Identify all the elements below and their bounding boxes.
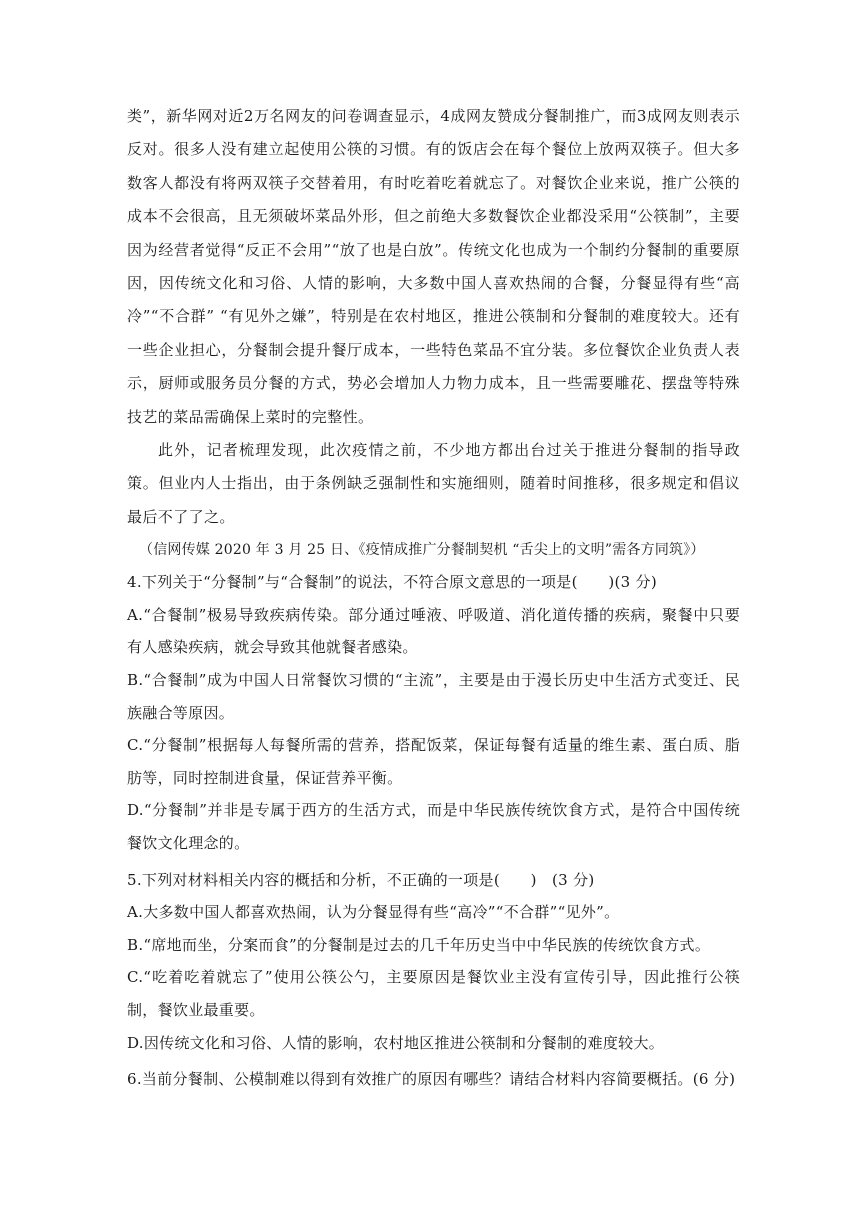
passage-source: （信网传媒 2020 年 3 月 25 日、《疫情成推广分餐制契机 “舌尖上的文明”需各方同筑》） [139,542,705,559]
question-5-option-b: B.“席地而坐，分案而食”的分餐制是过去的几千年历史当中中华民族的传统饮食方式。 [127,935,711,954]
question-5-option-a: A.大多数中国人都喜欢热闹，认为分餐显得有些“高冷”“不合群”“见外”。 [127,903,620,922]
question-5 [127,864,740,1060]
question-5-option-d: D.因传统文化和习俗、人情的影响，农村地区推进公筷制和分餐制的难度较大。 [127,1033,665,1052]
question-5-option-c: C.“吃着吃着就忘了”使用公筷公勺，主要原因是餐饮业主没有宣传引导，因此推行公筷制，餐饮业最重要。 [127,968,740,1019]
question-6 [127,1063,740,1096]
question-4-option-a: A.“合餐制”极易导致疾病传染。部分通过唾液、呼吸道、消化道传播的疾病，聚餐中只要有人感染疾病，就会导致其他就餐者感染。 [127,605,740,657]
passage-paragraph-1: 类”，新华网对近2万名网友的问卷调查显示，4成网友赞成分餐制推广，而3成网友则表示反对。很多人没有建立起使用公筷的习惯。有的饭店会在每个餐位上放两双筷子。但大多数客人都没有将两双筷子交替着用，有时吃着吃着就忘了。对餐饮企业来说，推广公筷的成本不会很高，且无须破坏菜品外形，但之前绝大多数餐饮企业都没采用“公筷制”，主要因为经营者觉得“反正不会用”“放了也是白放”。传统文化也成为一个制约分餐制的重要原因，因传统文化和习俗、人情的影响，大多数中国人喜欢热闹的合餐，分餐显得有些“高冷”“不合群” “有见外之嫌”，特别是在农村地区，推进公筷制和分餐制的难度较大。还有一些企业担心，分餐制会提升餐厅成本，一些特色菜品不宜分装。多位餐饮企业负责人表示，厨师或服务员分餐的方式，势必会增加人力物力成本，且一些需要雕花、摆盘等特殊技艺的菜品需确保上菜时的完整性。 [127,107,740,426]
question-4-option-d: D.“分餐制”并非是专属于西方的生活方式，而是中华民族传统饮食方式，是符合中国传统餐饮文化理念的。 [127,801,740,853]
question-5-stem: 5.下列对材料相关内容的概括和分析，不正确的一项是( ) (3 分) [127,870,595,889]
question-4-stem: 4.下列关于“分餐制”与“合餐制”的说法，不符合原文意思的一项是( )(3 分) [127,573,658,592]
question-4 [127,566,740,859]
question-4-option-c: C.“分餐制”根据每人每餐所需的营养，搭配饭菜，保证每餐有适量的维生素、蛋白质、脂肪等，同时控制进食量，保证营养平衡。 [127,736,740,787]
passage-paragraph-2: 此外，记者梳理发现，此次疫情之前，不少地方都出台过关于推进分餐制的指导政策。但业内人士指出，由于条例缺乏强制性和实施细则，随着时间推移，很多规定和倡议最后不了了之。 [127,441,740,526]
question-6-stem: 6.当前分餐制、公模制难以得到有效推广的原因有哪些？请结合材料内容简要概括。(6 分) [127,1070,736,1089]
question-4-option-b: B.“合餐制”成为中国人日常餐饮习惯的“主流”，主要是由于漫长历史中生活方式变迁、民族融合等原因。 [127,671,740,722]
